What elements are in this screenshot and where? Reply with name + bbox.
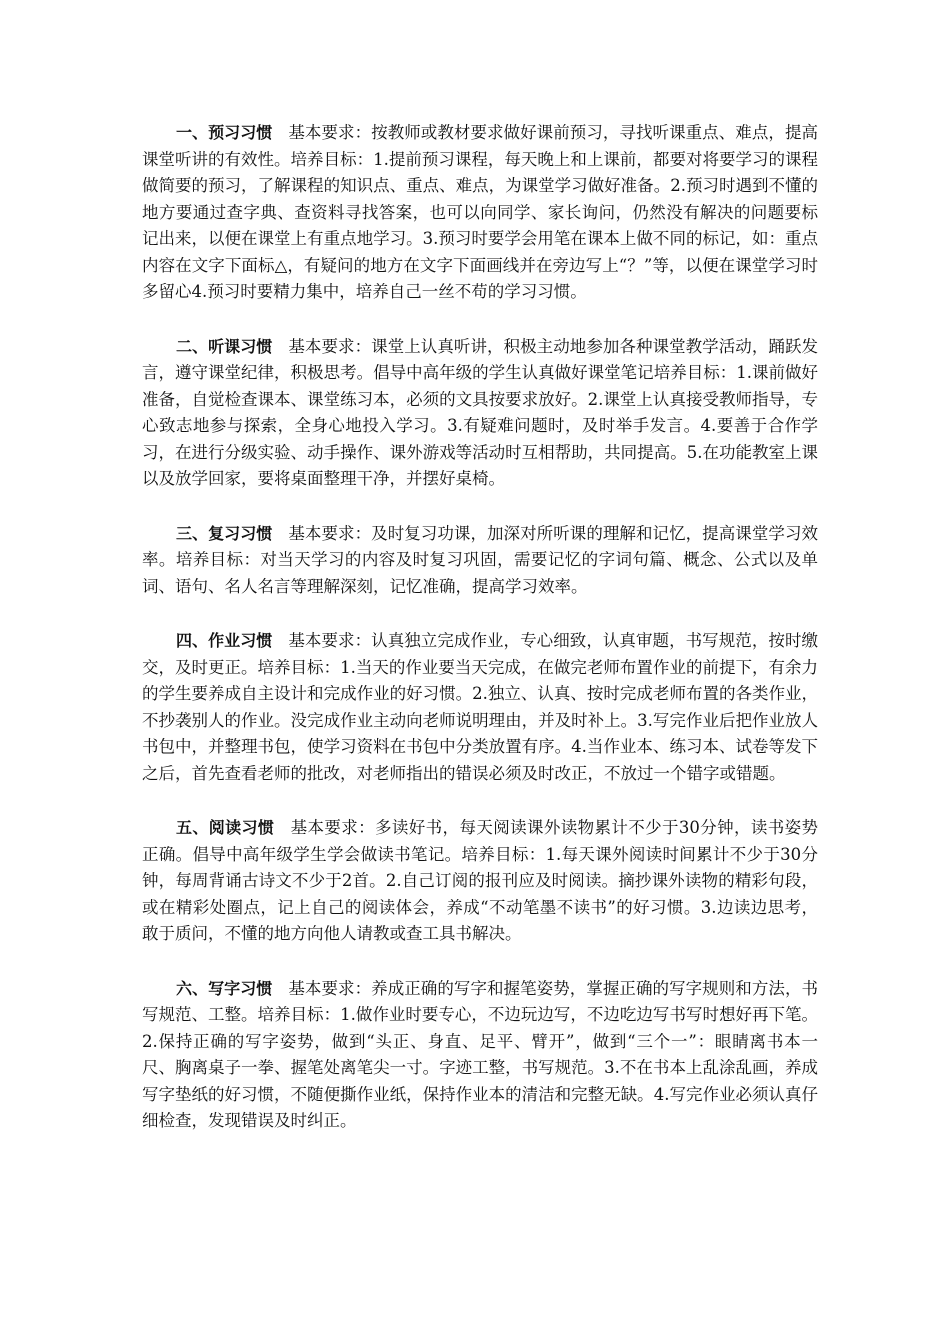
section-heading: 五、阅读习惯 <box>176 818 275 837</box>
section-text: 基本要求：及时复习功课，加深对所听课的理解和记忆，提高课堂学习效率。培养目标：对当天学习的内容及时复习巩固，需要记忆的字词句篇、概念、公式以及单词、语句、名人名言等理解深刻，记忆准确，提高学习效率。 <box>142 523 818 596</box>
section-heading: 一、预习习惯 <box>176 123 273 142</box>
section-preview-habit <box>142 120 818 306</box>
section-reading-habit <box>142 815 818 948</box>
section-listening-habit <box>142 334 818 493</box>
section-heading: 六、写字习惯 <box>176 978 273 998</box>
section-homework-habit <box>142 628 818 787</box>
section-review-habit <box>142 521 818 601</box>
section-text: 基本要求：养成正确的写字和握笔姿势，掌握正确的写字规则和方法，书写规范、工整。培养目标：1.做作业时要专心，不边玩边写，不边吃边写书写时想好再下笔。2.保持正确的写字姿势，做到“头正、身直、足平、臂开”，做到“三个一”：眼睛离书本一尺、胸离桌子一拳、握笔处离笔尖一寸。字迹工整，书写规范。3.不在书本上乱涂乱画，养成写字垫纸的好习惯，不随便撕作业纸，保持作业本的清洁和完整无缺。4.写完作业必须认真仔细检查，发现错误及时纠正。 <box>142 978 818 1130</box>
section-text: 基本要求：认真独立完成作业，专心细致，认真审题，书写规范，按时缴交，及时更正。培养目标：1.当天的作业要当天完成，在做完老师布置作业的前提下，有余力的学生要养成自主设计和完成作业的好习惯。2.独立、认真、按时完成老师布置的各类作业，不抄袭别人的作业。没完成作业主动向老师说明理由，并及时补上。3.写完作业后把作业放人书包中，并整理书包，使学习资料在书包中分类放置有序。4.当作业本、练习本、试卷等发下之后，首先查看老师的批改，对老师指出的错误必须及时改正，不放过一个错字或错题。 <box>142 631 818 783</box>
section-heading: 二、听课习惯 <box>176 336 273 356</box>
section-heading: 三、复习习惯 <box>176 523 273 543</box>
section-text: 基本要求：多读好书，每天阅读课外读物累计不少于30分钟，读书姿势正确。倡导中高年级学生学会做读书笔记。培养目标：1.每天课外阅读时间累计不少于30分钟，每周背诵古诗文不少于2首。2.自己订阅的报刊应及时阅读。摘抄课外读物的精彩句段，或在精彩处圈点，记上自己的阅读体会，养成“不动笔墨不读书”的好习惯。3.边读边思考，敢于质问，不懂的地方向他人请教或查工具书解决。 <box>142 818 818 943</box>
section-writing-habit <box>142 976 818 1135</box>
section-heading: 四、作业习惯 <box>176 631 273 650</box>
section-text: 基本要求：课堂上认真听讲，积极主动地参加各种课堂教学活动，踊跃发言，遵守课堂纪律，积极思考。倡导中高年级的学生认真做好课堂笔记培养目标：1.课前做好准备，自觉检查课本、课堂练习本，必须的文具按要求放好。2.课堂上认真接受教师指导，专心致志地参与探索，全身心地投入学习。3.有疑难问题时，及时举手发言。4.要善于合作学习，在进行分级实验、动手操作、课外游戏等活动时互相帮助，共同提高。5.在功能教室上课以及放学回家，要将桌面整理干净，并摆好桌椅。 <box>142 336 818 488</box>
document-body <box>142 120 818 1163</box>
section-text: 基本要求：按教师或教材要求做好课前预习，寻找听课重点、难点，提高课堂听讲的有效性。培养目标：1.提前预习课程，每天晚上和上课前，都要对将要学习的课程做简要的预习，了解课程的知识点、重点、难点，为课堂学习做好准备。2.预习时遇到不懂的地方要通过查字典、查资料寻找答案，也可以向同学、家长询问，仍然没有解决的问题要标记出来，以便在课堂上有重点地学习。3.预习时要学会用笔在课本上做不同的标记，如：重点内容在文字下面标△，有疑问的地方在文字下面画线并在旁边写上“？”等，以便在课堂学习时多留心4.预习时要精力集中，培养自己一丝不苟的学习习惯。 <box>142 123 818 301</box>
